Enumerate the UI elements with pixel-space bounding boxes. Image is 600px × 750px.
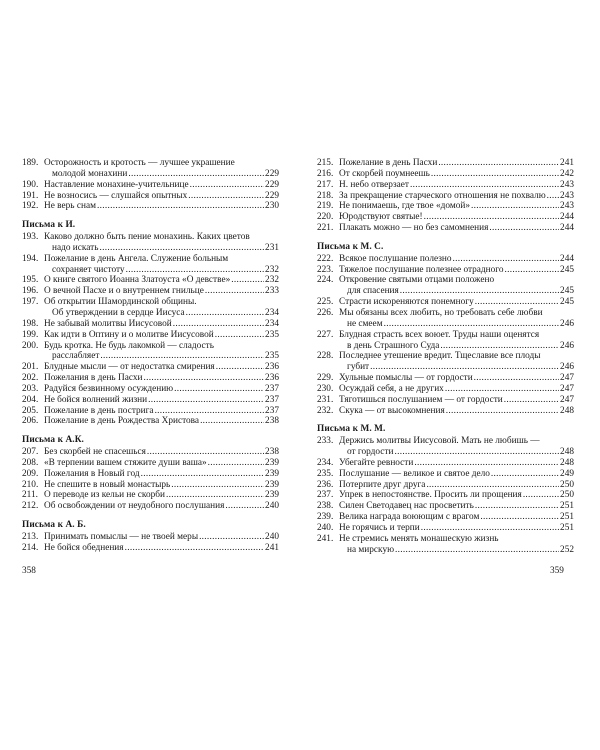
entry-title-line: Не бойся обеднения	[44, 542, 124, 553]
dot-leader	[440, 341, 559, 352]
entry-title-line: не смеем	[347, 318, 383, 329]
dot-leader	[148, 395, 264, 406]
dot-leader	[100, 351, 264, 362]
entry-title-line: Будь кротка. Не будь лакомкой — сладость	[44, 340, 214, 351]
toc-entry	[317, 534, 574, 556]
toc-entry	[317, 469, 574, 480]
left-page-contents	[22, 158, 279, 554]
entry-page-number: 245	[560, 286, 574, 297]
section-heading: Письма к М. С.	[317, 241, 384, 252]
entry-page-number: 247	[560, 383, 574, 394]
entry-number: 217.	[317, 179, 334, 190]
toc-section	[22, 220, 279, 427]
section-heading: Письма к А. Б.	[22, 520, 86, 531]
dot-leader	[394, 447, 559, 458]
toc-entry	[22, 480, 279, 491]
entry-number: 189.	[22, 158, 39, 168]
entry-page-number: 239	[265, 457, 279, 468]
entry-title-line: Не верь снам	[44, 201, 96, 212]
entry-number: 228.	[317, 351, 334, 362]
dot-leader	[547, 191, 559, 202]
entry-number: 191.	[22, 190, 39, 201]
toc-entry	[22, 191, 279, 202]
entry-page-number: 241	[265, 542, 279, 553]
toc-entry	[317, 395, 574, 406]
dot-leader	[174, 384, 264, 395]
dot-leader	[199, 532, 264, 543]
entry-title-line: Пожелание в день Рождества Христова	[44, 416, 200, 427]
entry-page-number: 235	[265, 329, 279, 340]
entry-title-line: Тяжелое послушание полезнее отрадного	[339, 264, 504, 275]
entry-number: 208.	[22, 457, 39, 468]
entry-page-number: 232	[265, 264, 279, 275]
entry-title-line: О книге святого Иоанна Златоуста «О девстве»	[44, 275, 231, 286]
toc-section	[317, 158, 574, 234]
toc-entry	[317, 191, 574, 202]
dot-leader	[215, 330, 264, 341]
entry-title-line: для спасения	[347, 286, 399, 297]
entry-title-line: Без скорбей не спасешься	[44, 447, 146, 458]
entry-title-line: Как идти в Оптину и о молитве Иисусовой	[44, 329, 214, 340]
entry-page-number: 242	[560, 168, 574, 179]
entry-page-number: 250	[560, 479, 574, 490]
section-heading: Письма к М. М.	[317, 424, 386, 435]
entry-page-number: 236	[265, 373, 279, 384]
toc-entry	[22, 543, 279, 554]
dot-leader	[200, 416, 264, 427]
entry-number: 211.	[22, 490, 38, 501]
entry-number: 219.	[317, 201, 334, 212]
entry-page-number: 243	[560, 190, 574, 201]
entry-title-line: Блудные мысли — от недостатка смирения	[44, 362, 215, 373]
dot-leader	[186, 308, 264, 319]
entry-page-number: 239	[265, 468, 279, 479]
dot-leader	[414, 458, 559, 469]
toc-entry	[22, 406, 279, 417]
entry-title-line: расслабляет	[52, 351, 100, 362]
entry-title-line: Всякое послушание полезно	[339, 253, 452, 264]
entry-title-line: Убегайте ревности	[339, 457, 414, 468]
dot-leader	[208, 458, 264, 469]
entry-title-line: Не возносись — слушайся опытных	[44, 190, 188, 201]
toc-entry	[22, 201, 279, 212]
entry-title-line: Откровение святыми отцами положено	[339, 275, 495, 286]
entry-title-line: молодой монахини	[52, 168, 128, 179]
entry-page-number: 248	[560, 447, 574, 458]
entry-number: 193.	[22, 232, 39, 243]
entry-title-line: Держись молитвы Иисусовой. Мать не любишь —	[339, 436, 540, 447]
toc-entry	[317, 180, 574, 191]
dot-leader	[446, 406, 559, 417]
entry-title-line: Наставление монахине-учительнице	[44, 179, 189, 190]
entry-title-line: Не забывай молитвы Иисусовой	[44, 318, 172, 329]
entry-number: 196.	[22, 286, 39, 297]
entry-page-number: 252	[560, 544, 574, 555]
section-heading: Письма к И.	[22, 220, 76, 231]
entry-title-line: Упрек в непостоянстве. Просить ли прощения	[339, 490, 522, 501]
entry-number: 199.	[22, 329, 39, 340]
toc-entry	[317, 158, 574, 169]
entry-title-line: Н. небо отверзает	[339, 179, 409, 190]
entry-page-number: 238	[265, 416, 279, 427]
entry-number: 233.	[317, 436, 334, 447]
entry-title-line: Тяготишься послушанием — от гордости	[339, 394, 503, 405]
entry-title-line: Мы обязаны всех любить, но требовать себе любви	[339, 307, 543, 318]
entry-page-number: 239	[265, 490, 279, 501]
entry-number: 237.	[317, 490, 334, 501]
entry-title-line: Последнее утешение вредит. Тщеславие все плоды	[339, 351, 541, 362]
entry-number: 239.	[317, 512, 334, 523]
toc-entry	[22, 501, 279, 512]
entry-title-line: Не стремись менять монашескую жизнь	[339, 533, 499, 544]
dot-leader	[97, 201, 264, 212]
dot-leader	[166, 490, 264, 501]
dot-leader	[491, 469, 559, 480]
entry-number: 232.	[317, 405, 334, 416]
dot-leader	[99, 243, 264, 254]
toc-entry	[22, 232, 279, 254]
dot-leader	[474, 373, 559, 384]
entry-title-line: За прекращение старческого отношения не похвалю	[339, 190, 546, 201]
toc-section	[22, 435, 279, 512]
entry-number: 216.	[317, 168, 334, 179]
toc-entry	[22, 275, 279, 286]
entry-number: 197.	[22, 297, 39, 308]
entry-title-line: Плакать можно — но без самомнения	[339, 223, 489, 234]
entry-page-number: 247	[560, 373, 574, 384]
toc-entry	[317, 384, 574, 395]
dot-leader	[216, 362, 264, 373]
entry-page-number: 231	[265, 242, 279, 253]
dot-leader	[225, 501, 264, 512]
toc-entry	[317, 458, 574, 469]
entry-title-line: Об открытии Шамординской общины.	[44, 297, 197, 308]
dot-leader	[421, 523, 559, 534]
dot-leader	[370, 362, 559, 373]
dot-leader	[505, 265, 560, 276]
entry-title-line: Пожелания в день Пасхи	[44, 373, 143, 384]
entry-number: 222.	[317, 253, 334, 264]
entry-page-number: 243	[560, 201, 574, 212]
dot-leader	[147, 447, 264, 458]
entry-number: 198.	[22, 318, 39, 329]
entry-page-number: 243	[560, 179, 574, 190]
dot-leader	[445, 384, 559, 395]
entry-title-line: Радуйся безвинному осуждению	[44, 383, 174, 394]
toc-entry	[317, 512, 574, 523]
entry-title-line: Хульные помыслы — от гордости	[339, 373, 473, 384]
entry-title-line: Пожелание в день Ангела. Служение больным	[44, 253, 229, 264]
entry-title-line: Не спешите в новый монастырь	[44, 479, 171, 490]
toc-entry	[22, 341, 279, 363]
dot-leader	[400, 286, 559, 297]
toc-entry	[22, 158, 279, 180]
entry-title-line: Об утверждении в сердце Иисуса	[52, 307, 185, 318]
toc-entry	[22, 395, 279, 406]
toc-entry	[317, 297, 574, 308]
toc-entry	[22, 384, 279, 395]
entry-page-number: 247	[560, 394, 574, 405]
entry-number: 236.	[317, 479, 334, 490]
left-page-number: 358	[22, 566, 36, 576]
entry-number: 225.	[317, 297, 334, 308]
entry-page-number: 239	[265, 479, 279, 490]
entry-title-line: Не бойся волнений жизни	[44, 394, 148, 405]
entry-title-line: сохраняет чистоту	[52, 264, 125, 275]
dot-leader	[231, 275, 264, 286]
entry-page-number: 251	[560, 523, 574, 533]
dot-leader	[475, 501, 559, 512]
entry-page-number: 248	[560, 457, 574, 468]
toc-entry	[317, 265, 574, 276]
toc-entry	[22, 362, 279, 373]
entry-number: 212.	[22, 501, 39, 512]
entry-number: 200.	[22, 340, 39, 351]
toc-section	[22, 520, 279, 554]
entry-title-line: Велика награда воюющим с врагом	[339, 512, 480, 523]
entry-number: 215.	[317, 158, 334, 168]
dot-leader	[190, 180, 264, 191]
entry-title-line: О вечной Пасхе и о внутреннем гнильце	[44, 286, 204, 297]
entry-page-number: 249	[560, 468, 574, 479]
dot-leader	[424, 212, 559, 223]
toc-entry	[317, 480, 574, 491]
toc-entry	[22, 532, 279, 543]
dot-leader	[438, 158, 559, 169]
dot-leader	[475, 297, 559, 308]
entry-page-number: 251	[560, 501, 574, 512]
dot-leader	[205, 286, 264, 297]
toc-entry	[317, 523, 574, 534]
entry-title-line: Потерпите друг друга	[339, 479, 426, 490]
entry-page-number: 240	[265, 501, 279, 512]
entry-page-number: 234	[265, 307, 279, 318]
toc-section	[22, 158, 279, 212]
dot-leader	[126, 265, 264, 276]
toc-entry	[22, 180, 279, 191]
entry-title-line: О переводе из кельи не скорби	[44, 490, 165, 501]
dot-leader	[143, 373, 264, 384]
entry-number: 234.	[317, 457, 334, 468]
entry-page-number: 246	[560, 340, 574, 351]
dot-leader	[489, 223, 559, 234]
entry-title-line: Осуждай себя, а не других	[339, 383, 444, 394]
entry-number: 235.	[317, 468, 334, 479]
entry-number: 214.	[22, 542, 39, 553]
dot-leader	[471, 201, 559, 212]
entry-page-number: 235	[265, 351, 279, 362]
entry-number: 194.	[22, 253, 39, 264]
dot-leader	[171, 480, 264, 491]
entry-page-number: 229	[265, 179, 279, 190]
entry-title-line: Принимать помыслы — не твоей меры	[44, 532, 199, 542]
entry-page-number: 240	[265, 532, 279, 542]
entry-page-number: 244	[560, 253, 574, 264]
entry-title-line: Не понимаешь, где твое «домой»	[339, 201, 470, 212]
entry-page-number: 236	[265, 362, 279, 373]
entry-number: 241.	[317, 533, 334, 544]
entry-page-number: 229	[265, 168, 279, 179]
right-page-number: 359	[550, 566, 564, 576]
entry-page-number: 244	[560, 212, 574, 223]
entry-title-line: от гордости	[347, 447, 394, 458]
toc-entry	[317, 223, 574, 234]
entry-title-line: Страсти искореняются понемногу	[339, 297, 474, 308]
entry-number: 240.	[317, 523, 334, 533]
entry-page-number: 251	[560, 512, 574, 523]
toc-entry	[317, 201, 574, 212]
entry-title-line: надо искать	[52, 242, 99, 253]
entry-page-number: 233	[265, 286, 279, 297]
entry-number: 204.	[22, 394, 39, 405]
entry-title-line: Каково должно быть пение монахинь. Каких цветов	[44, 232, 250, 243]
dot-leader	[173, 319, 264, 330]
entry-number: 221.	[317, 223, 334, 234]
entry-title-line: на мирскую	[347, 544, 395, 555]
toc-entry	[22, 297, 279, 319]
toc-entry	[317, 501, 574, 512]
toc-entry	[317, 212, 574, 223]
entry-number: 190.	[22, 179, 39, 190]
entry-title-line: Не горячись и терпи	[339, 523, 420, 533]
entry-title-line: Пожелание в день Пасхи	[339, 158, 438, 168]
toc-entry	[22, 254, 279, 276]
dot-leader	[155, 406, 264, 417]
entry-number: 209.	[22, 468, 39, 479]
entry-number: 224.	[317, 275, 334, 286]
entry-page-number: 237	[265, 405, 279, 416]
dot-leader	[504, 395, 559, 406]
toc-entry	[317, 436, 574, 458]
entry-title-line: Послушание — великое и святое дело	[339, 468, 490, 479]
entry-number: 201.	[22, 362, 39, 373]
entry-number: 220.	[317, 212, 334, 223]
entry-title-line: Пожелания в Новый год	[44, 468, 140, 479]
entry-page-number: 248	[560, 405, 574, 416]
toc-section	[317, 424, 574, 555]
dot-leader	[410, 180, 559, 191]
toc-entry	[22, 416, 279, 427]
toc-entry	[317, 169, 574, 180]
dot-leader	[384, 319, 559, 330]
dot-leader	[523, 490, 559, 501]
entry-number: 206.	[22, 416, 39, 427]
entry-number: 213.	[22, 532, 39, 542]
toc-entry	[22, 469, 279, 480]
entry-page-number: 237	[265, 394, 279, 405]
entry-title-line: Осторожность и кротость — лучшее украшение	[44, 158, 235, 168]
entry-page-number: 237	[265, 383, 279, 394]
entry-number: 218.	[317, 190, 334, 201]
entry-number: 202.	[22, 373, 39, 384]
dot-leader	[431, 169, 559, 180]
entry-number: 227.	[317, 329, 334, 340]
toc-entry	[317, 373, 574, 384]
entry-page-number: 234	[265, 318, 279, 329]
toc-entry	[22, 490, 279, 501]
toc-entry	[22, 286, 279, 297]
entry-number: 195.	[22, 275, 39, 286]
dot-leader	[128, 169, 264, 180]
entry-number: 226.	[317, 307, 334, 318]
dot-leader	[480, 512, 559, 523]
entry-title-line: Блудная страсть всех воюет. Труды наши оценятся	[339, 329, 540, 340]
toc-entry	[22, 373, 279, 384]
entry-number: 238.	[317, 501, 334, 512]
entry-title-line: Скука — от высокомнения	[339, 405, 445, 416]
entry-title-line: Юродствуют святые!	[339, 212, 423, 223]
entry-number: 210.	[22, 479, 39, 490]
entry-title-line: Об освобождении от неудобного послушания	[44, 501, 225, 512]
toc-section	[317, 242, 574, 417]
entry-title-line: в день Страшного Суда	[347, 340, 440, 351]
toc-entry	[317, 406, 574, 417]
entry-title-line: губит	[347, 362, 370, 373]
entry-number: 205.	[22, 405, 39, 416]
entry-title-line: От скорбей поумнеешь	[339, 168, 430, 179]
entry-page-number: 246	[560, 362, 574, 373]
entry-title-line: Силен Светодавец нас просветить	[339, 501, 474, 512]
dot-leader	[426, 480, 559, 491]
toc-entry	[317, 308, 574, 330]
toc-entry	[22, 319, 279, 330]
entry-page-number: 229	[265, 190, 279, 201]
entry-page-number: 246	[560, 318, 574, 329]
entry-page-number: 245	[560, 297, 574, 308]
toc-entry	[22, 330, 279, 341]
entry-page-number: 230	[265, 201, 279, 212]
toc-entry	[317, 330, 574, 352]
entry-page-number: 241	[560, 158, 574, 168]
dot-leader	[125, 543, 264, 554]
entry-title-line: Пожелание в день пострига	[44, 405, 154, 416]
section-heading: Письма к А.К.	[22, 435, 84, 446]
right-page-contents	[317, 158, 574, 556]
entry-number: 192.	[22, 201, 39, 212]
entry-title-line: «В терпении вашем стяжите души ваша»	[44, 457, 207, 468]
dot-leader	[395, 545, 559, 556]
toc-entry	[317, 275, 574, 297]
entry-number: 231.	[317, 394, 334, 405]
entry-number: 223.	[317, 264, 334, 275]
dot-leader	[188, 191, 264, 202]
entry-number: 203.	[22, 383, 39, 394]
dot-leader	[453, 254, 560, 265]
toc-entry	[22, 447, 279, 458]
toc-entry	[317, 490, 574, 501]
entry-number: 229.	[317, 373, 334, 384]
entry-number: 207.	[22, 447, 39, 458]
dot-leader	[141, 469, 264, 480]
toc-entry	[22, 458, 279, 469]
entry-page-number: 250	[560, 490, 574, 501]
entry-number: 230.	[317, 383, 334, 394]
entry-page-number: 244	[560, 223, 574, 234]
entry-page-number: 238	[265, 447, 279, 458]
toc-entry	[317, 351, 574, 373]
toc-entry	[317, 254, 574, 265]
entry-page-number: 232	[265, 275, 279, 286]
entry-page-number: 245	[560, 264, 574, 275]
